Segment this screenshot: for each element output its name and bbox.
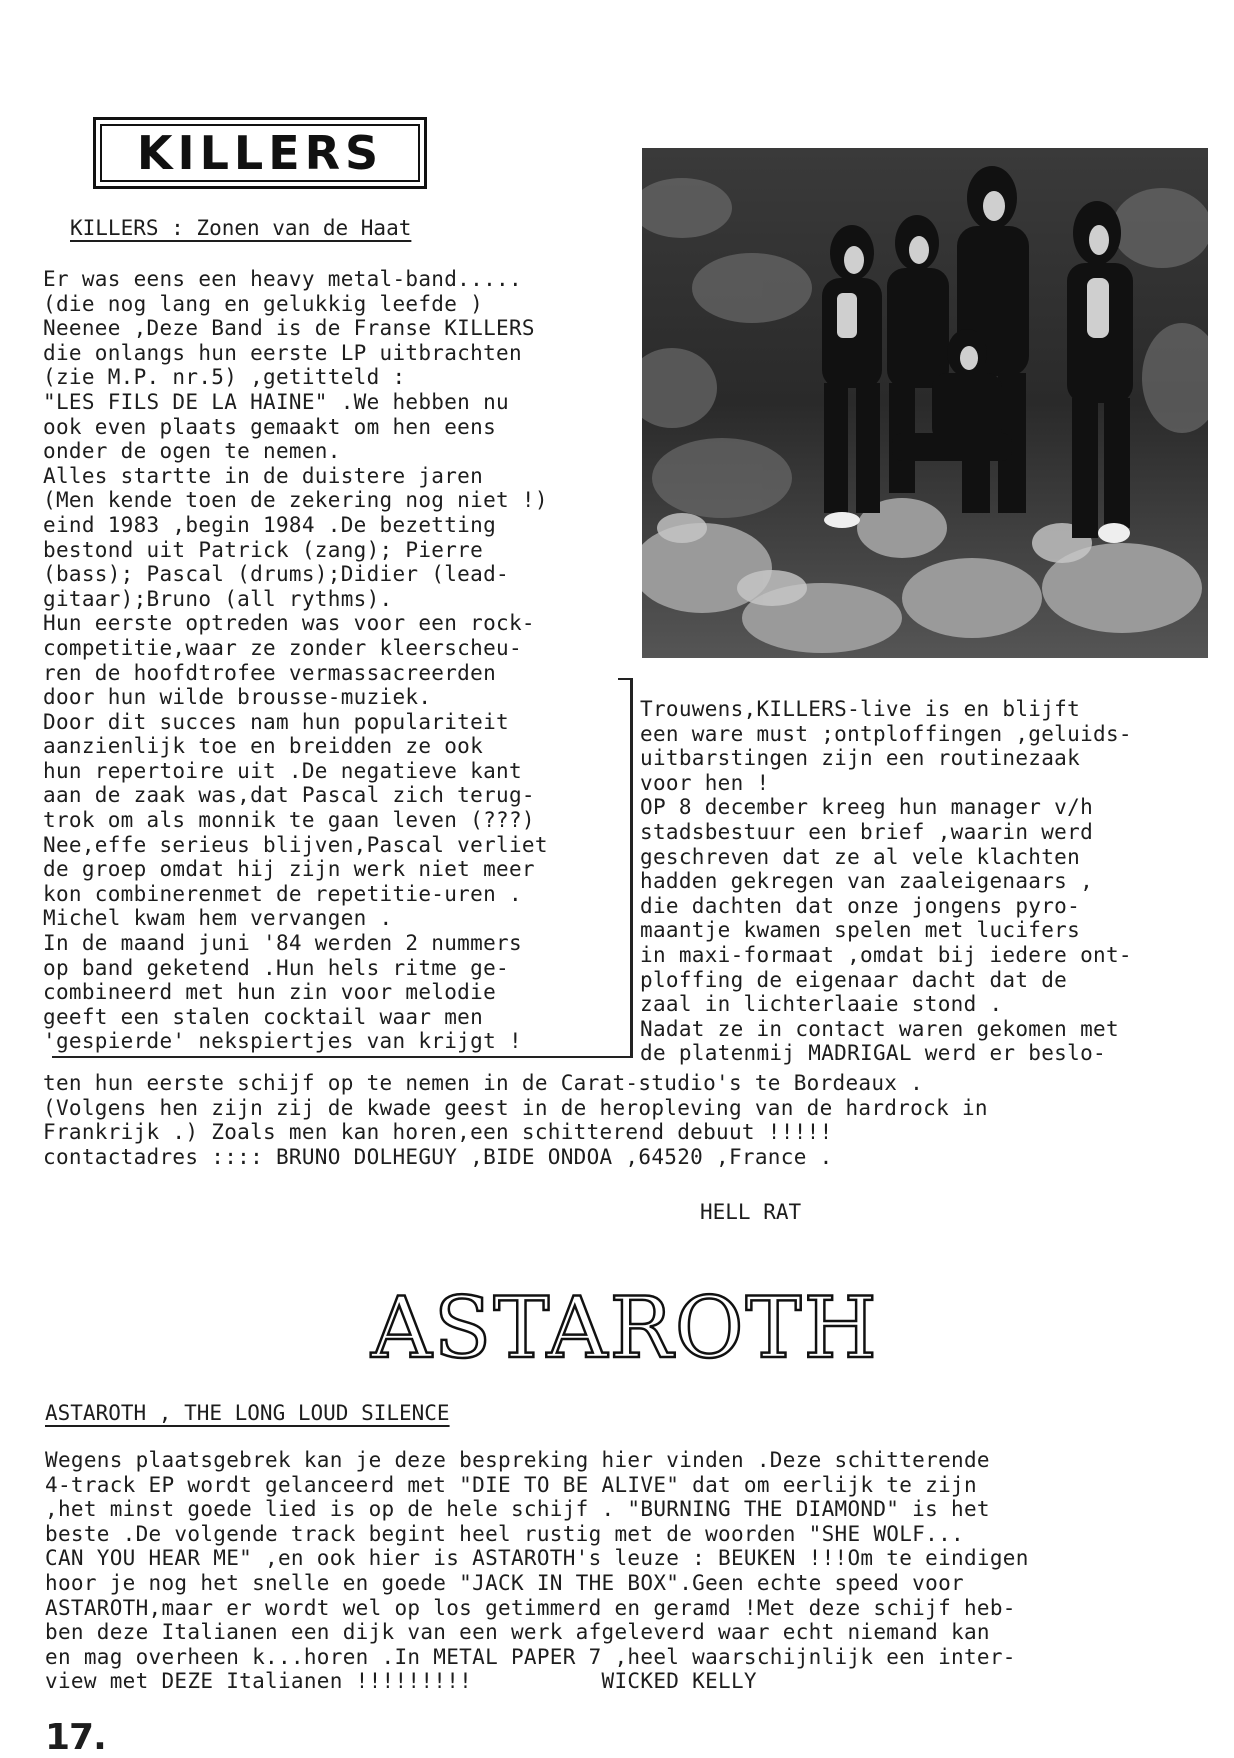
killers-subtitle: KILLERS : Zonen van de Haat	[70, 216, 412, 240]
page-number: 17.	[45, 1717, 106, 1758]
band-photo	[642, 148, 1208, 658]
astaroth-logo: ASTAROTH	[371, 1279, 879, 1377]
killers-left-column: Er was eens een heavy metal-band..... (die nog lang en gelukkig leefde ) Neenee ,Deze Band is de Franse KILLERS die onlangs hun eerste LP uitbrachten (zie M.P. nr.5) ,getitteld : "LES FILS DE LA HAINE" .We hebben nu ook even plaats gemaakt om hen eens onder de ogen te nemen. Alles startte in de duistere jaren (Men kende toen de zekering nog niet !) eind 1983 ,begin 1984 .De bezetting bestond uit Patrick (zang); Pierre (bass); Pascal (drums);Didier (lead- gitaar);Bruno (all rythms). Hun eerste optreden was voor een rock- competitie,waar ze zonder kleerscheu- ren de hoofdtrofee vermassacreerden door hun wilde brousse-muziek. Door dit succes nam hun populariteit aanzienlijk toe en breidden ze ook hun repertoire uit .De negatieve kant aan de zaak was,dat Pascal zich terug- trok om als monnik te gaan leven (???) Nee,effe serieus blijven,Pascal verliet de groep omdat hij zijn werk niet meer kon combinerenmet de repetitie-uren . Michel kwam hem vervangen . In de maand juni '84 werden 2 nummers op band geketend .Hun hels ritme ge- combineerd met hun zin voor melodie geeft een stalen cocktail waar men 'gespierde' nekspiertjes van krijgt !	[43, 267, 548, 1054]
killers-continuation: ten hun eerste schijf op te nemen in de Carat-studio's te Bordeaux . (Volgens hen zijn zij de kwade geest in de heropleving van de hardrock in Frankrijk .) Zoals men kan horen,een schitterend debuut !!!!! contactadres :::: BRUNO DOLHEGUY ,BIDE ONDOA ,64520 ,France .	[43, 1071, 988, 1169]
astaroth-body: Wegens plaatsgebrek kan je deze bespreking hier vinden .Deze schitterende 4-track EP wordt gelanceerd met "DIE TO BE ALIVE" dat om eerlijk te zijn ,het minst goede lied is op de hele schijf . "BURNING THE DIAMOND" is het beste .De volgende track begint heel rustig met de woorden "SHE WOLF... CAN YOU HEAR ME" ,en ook hier is ASTAROTH's leuze : BEUKEN !!!Om te eindigen hoor je nog het snelle en goede "JACK IN THE BOX".Geen echte speed voor ASTAROTH,maar er wordt wel op los getimmerd en geramd !Met deze schijf heb- ben deze Italianen een dijk van een werk afgeleverd waar echt niemand kan en mag overheen k...horen .In METAL PAPER 7 ,heel waarschijnlijk een inter- view met DEZE Italianen !!!!!!!!! WICKED KELLY	[45, 1448, 1029, 1694]
killers-logo	[93, 117, 427, 189]
author-signature: HELL RAT	[700, 1200, 802, 1224]
box-divider-bottom	[52, 1056, 632, 1058]
killers-right-column: Trouwens,KILLERS-live is en blijft een ware must ;ontploffingen ,geluids- uitbarstingen zijn een routinezaak voor hen ! OP 8 december kreeg hun manager v/h stadsbestuur een brief ,waarin werd geschreven dat ze al vele klachten hadden gekregen van zaaleigenaars , die dachten dat onze jongens pyro- maantje kwamen spelen met lucifers in maxi-formaat ,omdat bij iedere ont- ploffing de eigenaar dacht dat de zaal in lichterlaaie stond . Nadat ze in contact waren gekomen met de platenmij MADRIGAL werd er beslo-	[640, 697, 1132, 1066]
box-divider-top	[618, 678, 632, 680]
astaroth-subtitle: ASTAROTH , THE LONG LOUD SILENCE	[45, 1401, 450, 1425]
killers-logo-text: KILLERS	[100, 124, 420, 182]
box-divider-vertical	[630, 678, 633, 1058]
